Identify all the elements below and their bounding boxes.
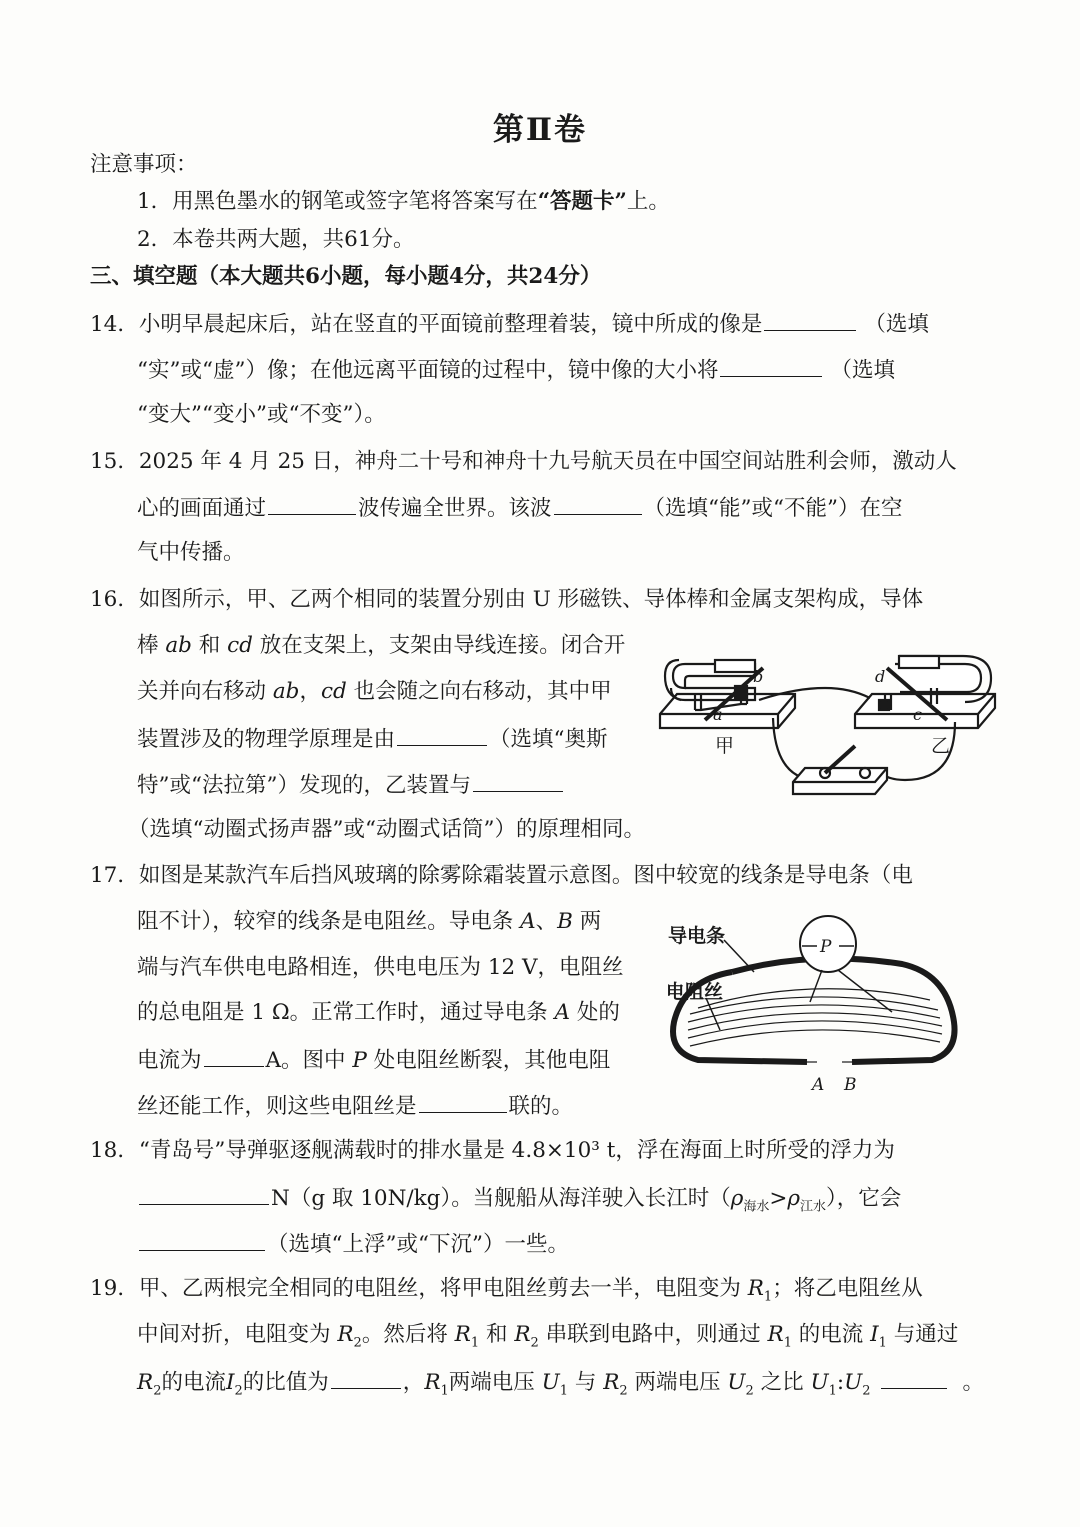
q16-line-3: 关并向右移动 ab，cd 也会随之向右移动，其中甲 [137,679,612,704]
label-A: A [812,1075,825,1095]
q16-blank-1[interactable] [397,723,487,746]
label-P: P [820,937,832,957]
label-yi: 乙 [931,735,951,757]
q18-line-2: N（g 取 10N/kg）。当舰船从海洋驶入长江时$(\rho_{海水}>\rho_{江水})$，它会 [137,1182,901,1222]
q14-line-1: 14．小明早晨起床后，站在竖直的平面镜前整理着装，镜中所成的像是 （选填 [90,308,929,340]
q15-blank-1[interactable] [268,492,356,515]
q16-line-6: （选填“动圈式扬声器”或“动圈式话筒”）的原理相同。 [128,817,645,842]
q14-line-2: “实”或“虚”）像；在他远离平面镜的过程中，镜中像的大小将 （选填 [137,354,895,386]
notice-heading: 注意事项： [90,152,198,177]
section-heading: 三、填空题（本大题共6小题，每小题4分，共24分） [90,264,602,289]
q19-line-2: 中间对折，电阻变为 $R_2$。然后将 $R_1$ 和 $R_2$ 串联到电路中，则通过 $R_1$ 的电流 $I_1$ 与通过 [137,1322,959,1351]
label-a: a [713,705,723,724]
q15-line-2: 心的画面通过 波传遍全世界。该波 （选填“能”或“不能”）在空 [137,492,903,524]
q16-figure [655,648,1000,800]
q17-blank-2[interactable] [419,1090,507,1113]
q16-line-4: 装置涉及的物理学原理是由 （选填“奥斯 [137,723,608,755]
label-conductor: 导电条 [668,925,726,947]
q17-line-1: 17．如图是某款汽车后挡风玻璃的除雾除霜装置示意图。图中较宽的线条是导电条（电 [90,863,913,888]
q15-line-1: 15．2025 年 4 月 25 日，神舟二十号和神舟十九号航天员在中国空间站胜利会师，激动人 [90,449,957,474]
label-B: B [844,1075,857,1095]
q17-line-3: 端与汽车供电电路相连，供电电压为 12 V，电阻丝 [137,955,624,980]
q19-blank-2[interactable] [881,1366,947,1389]
label-resistor: 电阻丝 [666,981,724,1003]
q17-figure [662,912,962,1097]
q14-line-3: “变大”“变小”或“不变”）。 [137,402,386,427]
label-d: d [875,667,886,686]
label-c: c [913,705,922,724]
label-jia: 甲 [715,735,735,757]
q17-line-6: 丝还能工作，则这些电阻丝是 联的。 [137,1090,573,1122]
q17-line-5: 电流为 A。图中 P 处电阻丝断裂，其他电阻 [137,1044,610,1076]
q14-blank-2[interactable] [720,354,822,377]
q18-line-3: （选填“上浮”或“下沉”）一些。 [137,1228,569,1260]
q19-blank-1[interactable] [331,1366,401,1389]
q19-line-1: 19．甲、乙两根完全相同的电阻丝，将甲电阻丝剪去一半，电阻变为 $R_1$；将乙电阻丝从 [90,1276,923,1305]
q16-line-1: 16．如图所示，甲、乙两个相同的装置分别由 U 形磁铁、导体棒和金属支架构成，导体 [90,587,924,612]
label-b: b [753,667,764,686]
notice-item-1: 1．用黑色墨水的钢笔或签字笔将答案写在“答题卡”上。 [137,189,670,214]
q16-blank-2[interactable] [473,769,563,792]
q17-line-4: 的总电阻是 1 Ω。正常工作时，通过导电条 A 处的 [137,1000,620,1025]
q15-blank-2[interactable] [554,492,642,515]
q18-blank-1[interactable] [139,1182,269,1205]
page-title: 第Ⅱ卷 [492,112,588,148]
q16-line-5: 特”或“法拉第”）发现的，乙装置与 [137,769,565,801]
q17-blank-1[interactable] [204,1044,264,1067]
q18-blank-2[interactable] [139,1228,265,1251]
q19-line-3: $R_2$的电流$I_2$的比值为 ，$R_1$两端电压 $U_1$ 与 $R_2$ 两端电压 $U_2$ 之比 $U_1:U_2$ 。 [137,1366,984,1406]
q16-line-2: 棒 ab 和 cd 放在支架上，支架由导线连接。闭合开 [137,633,626,658]
q17-line-2: 阻不计），较窄的线条是电阻丝。导电条 A、B 两 [137,909,602,934]
q18-line-1: 18．“青岛号”导弹驱逐舰满载时的排水量是 4.8×10³ t，浮在海面上时所受的浮力为 [90,1138,895,1163]
q15-line-3: 气中传播。 [137,540,245,565]
q14-blank-1[interactable] [764,308,856,331]
notice-item-2: 2．本卷共两大题，共61分。 [137,227,415,252]
